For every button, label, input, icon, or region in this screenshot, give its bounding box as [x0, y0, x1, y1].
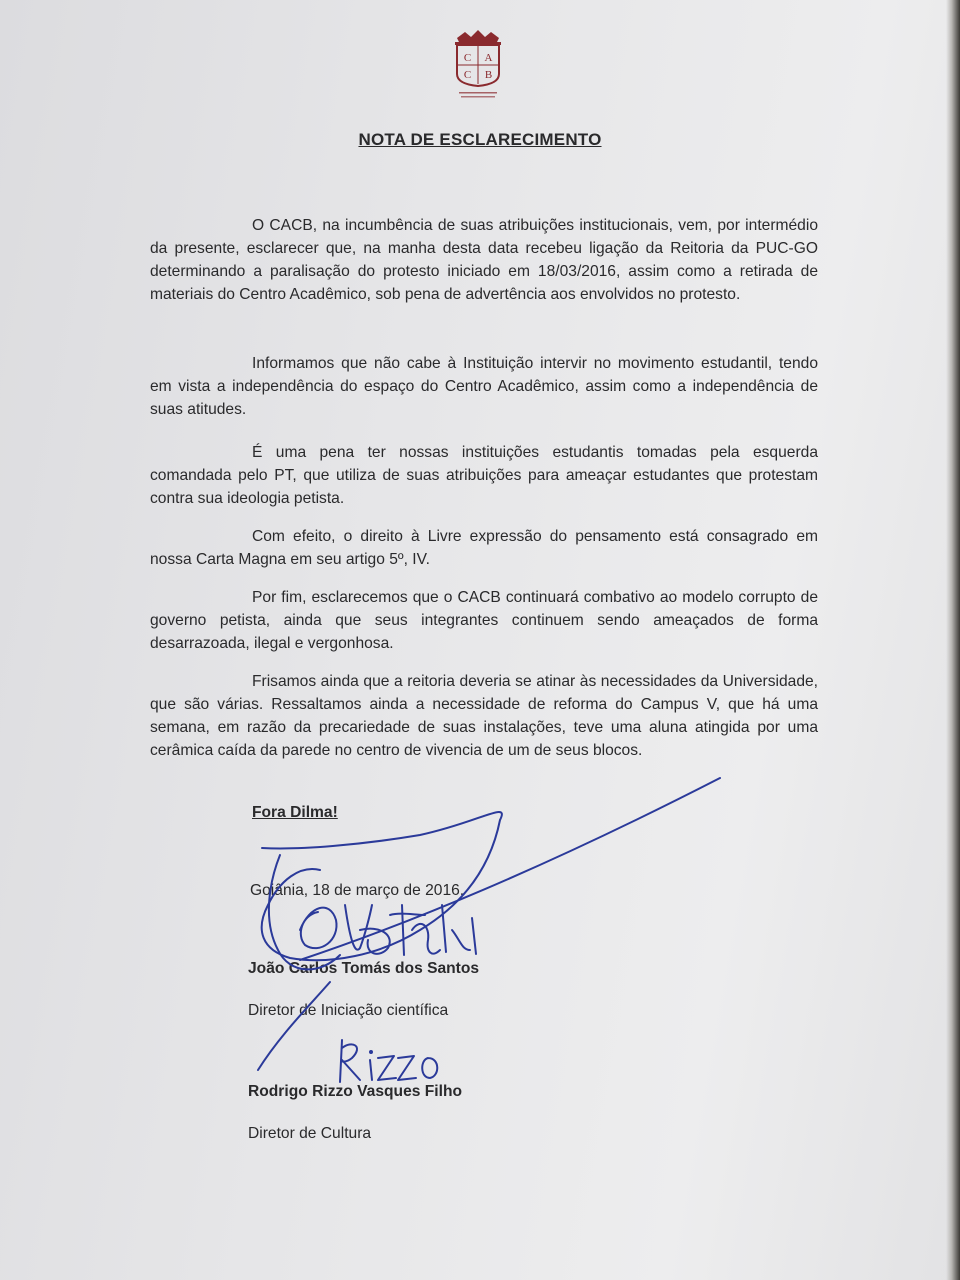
place-date: Goiânia, 18 de março de 2016.: [250, 882, 465, 899]
svg-text:A: A: [484, 52, 493, 64]
signatory-2-name: Rodrigo Rizzo Vasques Filho: [248, 1083, 462, 1100]
paragraph-6: Frisamos ainda que a reitoria deveria se atinar às necessidades da Universidade, que são várias. Ressaltamos ainda a necessidade de reforma do Campus V, que há uma semana, em razão da precariedade de suas instalações, teve uma aluna atingida por uma cerâmica caída da parede no centro de vivencia de um de seus blocos.: [150, 673, 818, 759]
svg-text:C: C: [463, 69, 472, 81]
document-title: NOTA DE ESCLARECIMENTO: [358, 130, 602, 149]
paragraph-3: É uma pena ter nossas instituições estudantis tomadas pela esquerda comandada pelo PT, que utiliza de suas atribuições para ameaçar estudantes que protestam contra sua ideologia petista.: [150, 444, 818, 507]
paragraph-5: Por fim, esclarecemos que o CACB continuará combativo ao modelo corrupto de governo petista, ainda que seus integrantes continuem sendo ameaçados de forma desarrazoada, ilegal e vergonhosa.: [150, 589, 818, 652]
paragraph-2: Informamos que não cabe à Instituição intervir no movimento estudantil, tendo em vista a independência do espaço do Centro Acadêmico, assim como a independência de suas atitudes.: [150, 355, 818, 418]
closing-slogan: Fora Dilma!: [252, 804, 338, 821]
signatory-1-name: João Carlos Tomás dos Santos: [248, 960, 480, 977]
page-edge-shadow: [946, 0, 960, 1280]
signature-rizzo: [258, 982, 437, 1082]
svg-text:B: B: [484, 69, 493, 81]
svg-text:C: C: [463, 52, 472, 64]
paragraph-1: O CACB, na incumbência de suas atribuições institucionais, vem, por intermédio da presente, esclarecer que, na manha desta data recebeu ligação da Reitoria da PUC-GO determinando a paralisação do protesto iniciado em 18/03/2016, assim como a retirada de materiais do Centro Acadêmico, sob pena de advertência aos envolvidos no protesto.: [150, 217, 818, 303]
cacb-logo: [449, 28, 507, 106]
signatory-1-role: Diretor de Iniciação científica: [248, 1002, 449, 1019]
paragraph-4: Com efeito, o direito à Livre expressão do pensamento está consagrado em nossa Carta Magna em seu artigo 5º, IV.: [150, 528, 818, 568]
signatory-2-role: Diretor de Cultura: [248, 1125, 372, 1142]
